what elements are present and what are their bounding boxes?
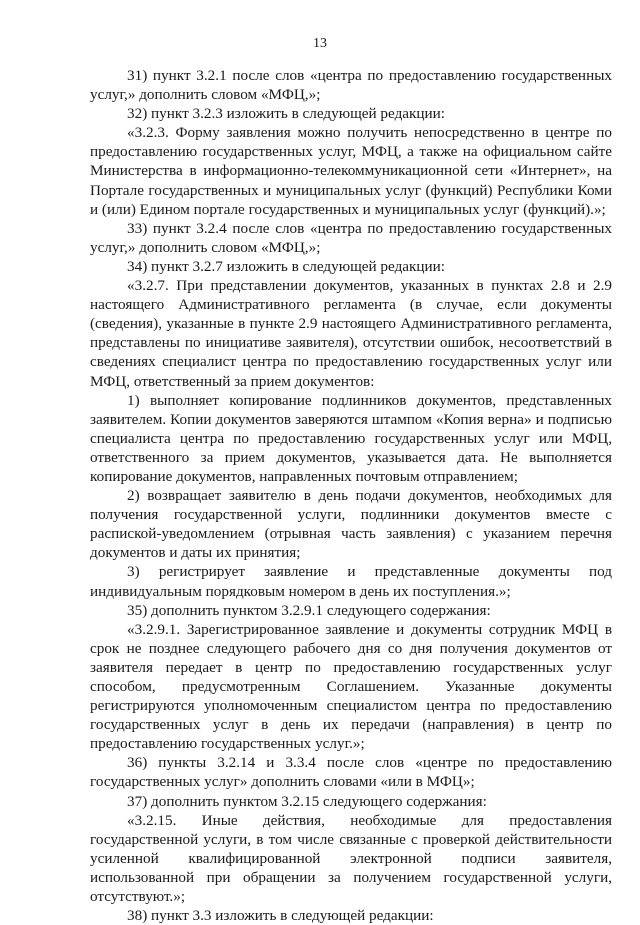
paragraph-item-2: 2) возвращает заявителю в день подачи документов, необходимых для получения государственной услуги, подлинники документов вместе с распиской-уведомлением (отрывная часть заявления) с указанием перечня документов и даты их принятия;: [90, 487, 612, 562]
paragraph-3-2-9-1: «3.2.9.1. Зарегистрированное заявление и документы сотрудник МФЦ в срок не позднее следующего рабочего дня со дня получения документов от заявителя передает в центр по предоставлению государственных услуг способом, предусмотренным Соглашением. Указанные документы регистрируются уполномоченным специалистом центра по предоставлению государственных услуг в день их передачи (направления) в центр по предоставлению государственных услуг.»;: [90, 620, 612, 753]
paragraph-33: 33) пункт 3.2.4 после слов «центра по предоставлению государственных услуг,» дополнить словом «МФЦ,»;: [90, 219, 612, 256]
paragraph-3-2-3: «3.2.3. Форму заявления можно получить непосредственно в центре по предоставлению государственных услуг, МФЦ, а также на официальном сайте Министерства в информационно-телекоммуникационной сети «Интернет», на Портале государственных и муниципальных услуг (функций) Республики Коми и (или) Едином портале государственных и муниципальных услуг (функций).»;: [90, 124, 612, 218]
paragraph-35: 35) дополнить пунктом 3.2.9.1 следующего содержания:: [127, 601, 491, 619]
paragraph-3-2-7: «3.2.7. При представлении документов, указанных в пунктах 2.8 и 2.9 настоящего Административного регламента (в случае, если документы (сведения), указанные в пункте 2.9 настоящего Административного регламента, представлены по инициативе заявителя), отсутствии ошибок, несоответствий в сведениях специалист центра по предоставлению государственных услуг или МФЦ, ответственный за прием документов:: [90, 277, 612, 390]
paragraph-34: 34) пункт 3.2.7 изложить в следующей редакции:: [127, 257, 446, 275]
paragraph-item-1: 1) выполняет копирование подлинников документов, представленных заявителем. Копии документов заверяются штампом «Копия верна» и подписью специалиста центра по предоставлению государственных услуг или МФЦ, ответственного за прием документов, указывается дата. Не выполняется копирование документов, направленных почтовым отправлением;: [90, 391, 612, 485]
paragraph-36: 36) пункты 3.2.14 и 3.3.4 после слов «центре по предоставлению государственных услуг» дополнить словами «или в МФЦ»;: [90, 754, 612, 791]
document-body: [90, 66, 612, 925]
paragraph-38: 38) пункт 3.3 изложить в следующей редакции:: [127, 907, 434, 925]
paragraph-31: 31) пункт 3.2.1 после слов «центра по предоставлению государственных услуг,» дополнить словом «МФЦ,»;: [90, 67, 612, 104]
paragraph-3-2-15: «3.2.15. Иные действия, необходимые для предоставления государственной услуги, в том числе связанные с проверкой действительности усиленной квалифицированной электронной подписи заявителя, использованной при обращении за получением государственной услуги, отсутствуют.»;: [90, 811, 612, 906]
paragraph-item-3: 3) регистрирует заявление и представленные документы под индивидуальным порядковым номером в день их поступления.»;: [90, 563, 612, 600]
page-number: 13: [313, 36, 327, 51]
paragraph-32: 32) пункт 3.2.3 изложить в следующей редакции:: [127, 105, 446, 123]
paragraph-37: 37) дополнить пунктом 3.2.15 следующего содержания:: [127, 792, 487, 810]
